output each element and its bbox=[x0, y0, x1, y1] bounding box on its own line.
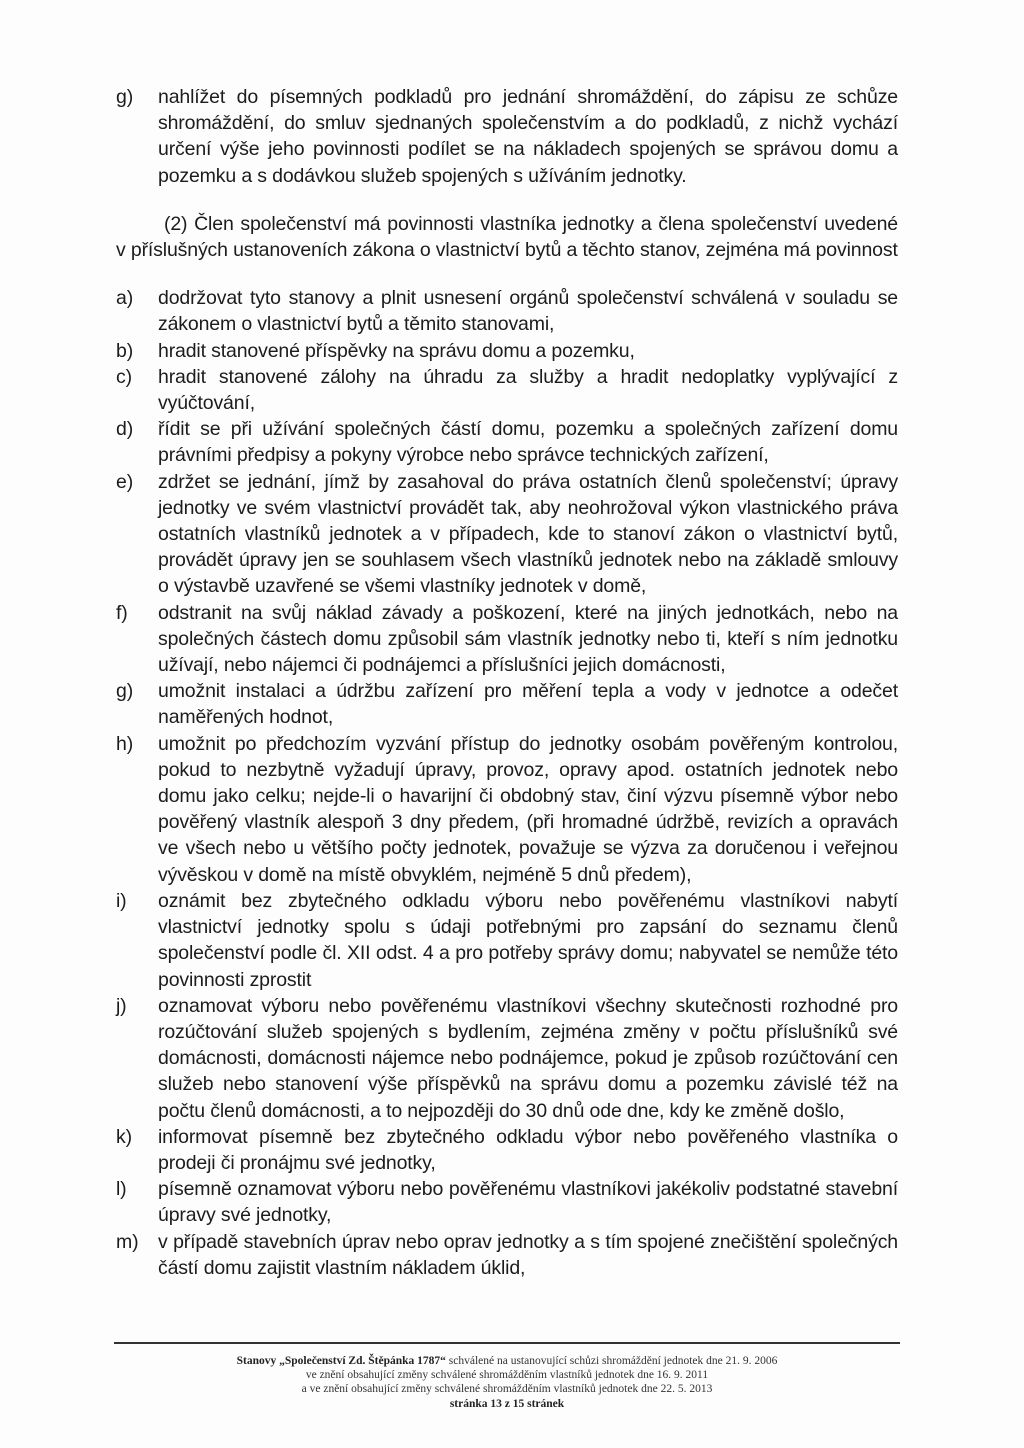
list-item-text: dodržovat tyto stanovy a plnit usnesení orgánů společenství schválená v souladu se zákonem o vlastnictví bytů a těmito stanovami, bbox=[158, 287, 898, 336]
list-marker: k) bbox=[116, 1125, 132, 1148]
document-body bbox=[116, 84, 898, 1281]
list-item-text: oznamovat výboru nebo pověřenému vlastníkovi všechny skutečnosti rozhodné pro rozúčtování služeb spojených s bydlením, zejména změny v počtu příslušníků své domácnosti, domácnosti nájemce nebo podnájemce, pokud je způsob rozúčtování cen služeb nebo stanovení výše příspěvků na správu domu a pozemku závislé též na počtu členů domácnosti, a to nejpozději do 30 dnů ode dne, kdy ke změně došlo, bbox=[158, 994, 898, 1122]
list-item bbox=[116, 888, 898, 993]
list-item bbox=[116, 993, 898, 1124]
list-marker: i) bbox=[116, 889, 127, 912]
list-item bbox=[116, 338, 898, 364]
list-item-text: oznámit bez zbytečného odkladu výboru nebo pověřenému vlastníkovi nabytí vlastnictví jednotky spolu s údaji potřebnými pro zapsání do seznamu členů společenství podle čl. XII odst. 4 a pro potřeby správy domu; nabyvatel se nemůže této povinnosti zprostit bbox=[158, 889, 898, 991]
list-item-text: informovat písemně bez zbytečného odkladu výbor nebo pověřeného vlastníka o prodeji či pronájmu své jednotky, bbox=[158, 1125, 898, 1174]
list-marker: m) bbox=[116, 1230, 139, 1253]
list-marker: a) bbox=[116, 287, 134, 310]
list-item-text: odstranit na svůj náklad závady a poškození, které na jiných jednotkách, nebo na společných částech domu způsobil sám vlastník jednotky nebo ti, kteří s ním jednotku užívají, nebo nájemci či podnájemci a příslušníci jejich domácnosti, bbox=[158, 601, 898, 677]
page-number bbox=[112, 1397, 902, 1411]
obligations-list bbox=[116, 285, 898, 1281]
list-item bbox=[116, 416, 898, 468]
list-item bbox=[116, 469, 898, 600]
paragraph-2: (2) Člen společenství má povinnosti vlastníka jednotky a člena společenství uvedené v příslušných ustanoveních zákona o vlastnictví bytů a těchto stanov, zejména má povinnost bbox=[116, 212, 898, 262]
list-item-text: hradit stanovené příspěvky na správu domu a pozemku, bbox=[158, 339, 635, 362]
list-marker: c) bbox=[116, 365, 132, 388]
list-item-top-g bbox=[116, 84, 898, 189]
list-item bbox=[116, 1229, 898, 1281]
list-item bbox=[116, 678, 898, 730]
page-footer bbox=[112, 1354, 902, 1411]
list-marker: g) bbox=[116, 86, 134, 108]
list-item bbox=[116, 364, 898, 416]
list-item bbox=[116, 600, 898, 679]
list-marker: d) bbox=[116, 418, 134, 441]
footer-line-1 bbox=[112, 1354, 902, 1368]
list-marker: f) bbox=[116, 601, 128, 624]
footer-title: Stanovy „Společenství Zd. Štěpánka 1787“ bbox=[236, 1355, 446, 1367]
list-marker: h) bbox=[116, 732, 134, 755]
footer-line-2: ve znění obsahující změny schválené shromážděním vlastníků jednotek dne 16. 9. 2011 bbox=[305, 1369, 709, 1382]
list-item-text: umožnit instalaci a údržbu zařízení pro měření tepla a vody v jednotce a odečet naměřených hodnot, bbox=[158, 680, 898, 729]
list-item-text: řídit se při užívání společných částí domu, pozemku a společných zařízení domu právními předpisy a pokyny výrobce nebo správce technických zařízení, bbox=[158, 418, 898, 467]
footer-divider bbox=[114, 1342, 900, 1344]
list-item-text: v případě stavebních úprav nebo oprav jednotky a s tím spojené znečištění společných částí domu zajistit vlastním nákladem úklid, bbox=[158, 1230, 898, 1279]
list-item-text: umožnit po předchozím vyzvání přístup do jednotky osobám pověřeným kontrolou, pokud to nezbytně vyžadují úpravy, provoz, opravy apod. ostatních jednotek nebo domu jako celku; nejde-li o havarijní či obdobný stav, činí výzvu písemně výbor nebo pověřený vlastník alespoň 3 dny předem, (při hromadné údržbě, revizích a opravách ve všech nebo u většího počty jednotek, považuje se výzva za doručenou i veřejnou vývěskou v domě na místě obvyklém, nejméně 5 dnů předem), bbox=[158, 732, 898, 886]
list-marker: l) bbox=[116, 1178, 127, 1201]
footer-line-3: a ve znění obsahující změny schválené shromážděním vlastníků jednotek dne 22. 5. 2013 bbox=[301, 1383, 713, 1396]
page-number-text: stránka 13 z 15 stránek bbox=[449, 1397, 565, 1410]
list-item bbox=[116, 1176, 898, 1228]
list-marker: j) bbox=[116, 994, 127, 1017]
list-item-text: nahlížet do písemných podkladů pro jednání shromáždění, do zápisu ze schůze shromáždění, do smluv sjednaných společenstvím a do podkladů, z nichž vychází určení výše jeho povinnosti podílet se na nákladech spojených se správou domu a pozemku a s dodávkou služeb spojených s užíváním jednotky. bbox=[158, 86, 898, 187]
list-item bbox=[116, 731, 898, 888]
footer-approval-text: schválené na ustanovující schůzi shromáždění jednotek dne 21. 9. 2006 bbox=[445, 1355, 778, 1367]
list-marker: e) bbox=[116, 470, 134, 493]
list-item-text: zdržet se jednání, jímž by zasahoval do práva ostatních členů společenství; úpravy jednotky ve svém vlastnictví provádět tak, aby neohrožoval výkon vlastnického práva ostatních vlastníků jednotek a v případech, kde to stanoví zákon o vlastnictví bytů, provádět úpravy jen se souhlasem všech vlastníků jednotek nebo na základě smlouvy o výstavbě uzavřené se všemi vlastníky jednotek v domě, bbox=[158, 470, 898, 598]
list-item bbox=[116, 285, 898, 337]
list-item-text: hradit stanovené zálohy na úhradu za služby a hradit nedoplatky vyplývající z vyúčtování, bbox=[158, 365, 898, 415]
list-item bbox=[116, 1124, 898, 1176]
list-item-text: písemně oznamovat výboru nebo pověřenému vlastníkovi jakékoliv podstatné stavební úpravy své jednotky, bbox=[158, 1178, 898, 1227]
list-marker: b) bbox=[116, 339, 134, 362]
list-marker: g) bbox=[116, 680, 134, 703]
